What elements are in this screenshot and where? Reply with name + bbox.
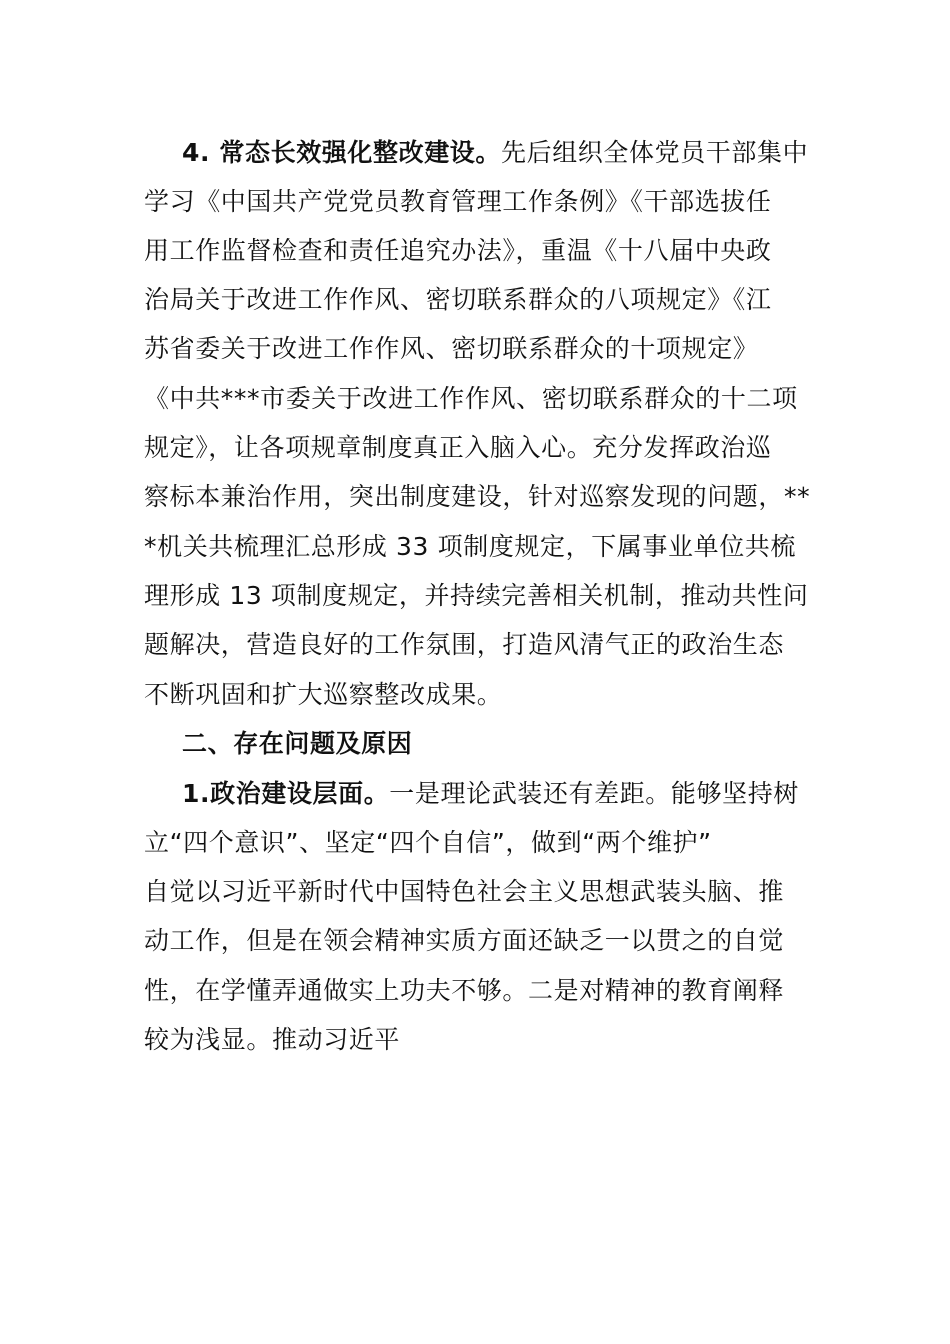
paragraph-1-line-2: 立“四个意识”、坚定“四个自信”，做到“两个维护”: [144, 828, 712, 857]
paragraph-4-line-12: 不断巩固和扩大巡察整改成果。: [144, 680, 503, 709]
paragraph-4-line-3: 用工作监督检查和责任追究办法》，重温《十八届中央政: [144, 236, 772, 265]
paragraph-1-line-1: [182, 769, 808, 819]
paragraph-4-line-1: [182, 128, 808, 178]
paragraph-1-line-5: 性，在学懂弄通做实上功夫不够。二是对精神的教育阐释: [144, 976, 785, 1005]
paragraph-4-line-7: 规定》，让各项规章制度真正入脑入心。充分发挥政治巡: [144, 433, 772, 462]
paragraph-1-text: 一是理论武装还有差距。能够坚持树: [389, 779, 799, 808]
paragraph-4-line-5: 苏省委关于改进工作作风、密切联系群众的十项规定》: [144, 334, 759, 363]
paragraph-4-line-10: 理形成 13 项制度规定，并持续完善相关机制，推动共性问: [144, 581, 809, 610]
paragraph-4-line-4: 治局关于改进工作作风、密切联系群众的八项规定》《江: [144, 285, 772, 314]
section-heading: 二、存在问题及原因: [182, 729, 413, 758]
paragraph-4-heading: 4. 常态长效强化整改建设。: [182, 138, 501, 167]
paragraph-1-heading: 1.政治建设层面。: [182, 779, 390, 808]
paragraph-1-line-3: 自觉以习近平新时代中国特色社会主义思想武装头脑、推: [144, 877, 785, 906]
paragraph-1-line-6: 较为浅显。推动习近平: [144, 1025, 401, 1054]
paragraph-4-text: 先后组织全体党员干部集中: [501, 138, 809, 167]
paragraph-4-line-9: *机关共梳理汇总形成 33 项制度规定，下属事业单位共梳: [144, 532, 797, 561]
paragraph-4-line-8: 察标本兼治作用，突出制度建设，针对巡察发现的问题，**: [144, 482, 811, 511]
paragraph-4-line-6: 《中共***市委关于改进工作作风、密切联系群众的十二项: [144, 384, 798, 413]
paragraph-4-line-2: 学习《中国共产党党员教育管理工作条例》《干部选拔任: [144, 187, 772, 216]
paragraph-1-line-4: 动工作，但是在领会精神实质方面还缺乏一以贯之的自觉: [144, 926, 785, 955]
paragraph-4-line-11: 题解决，营造良好的工作氛围，打造风清气正的政治生态: [144, 630, 785, 659]
